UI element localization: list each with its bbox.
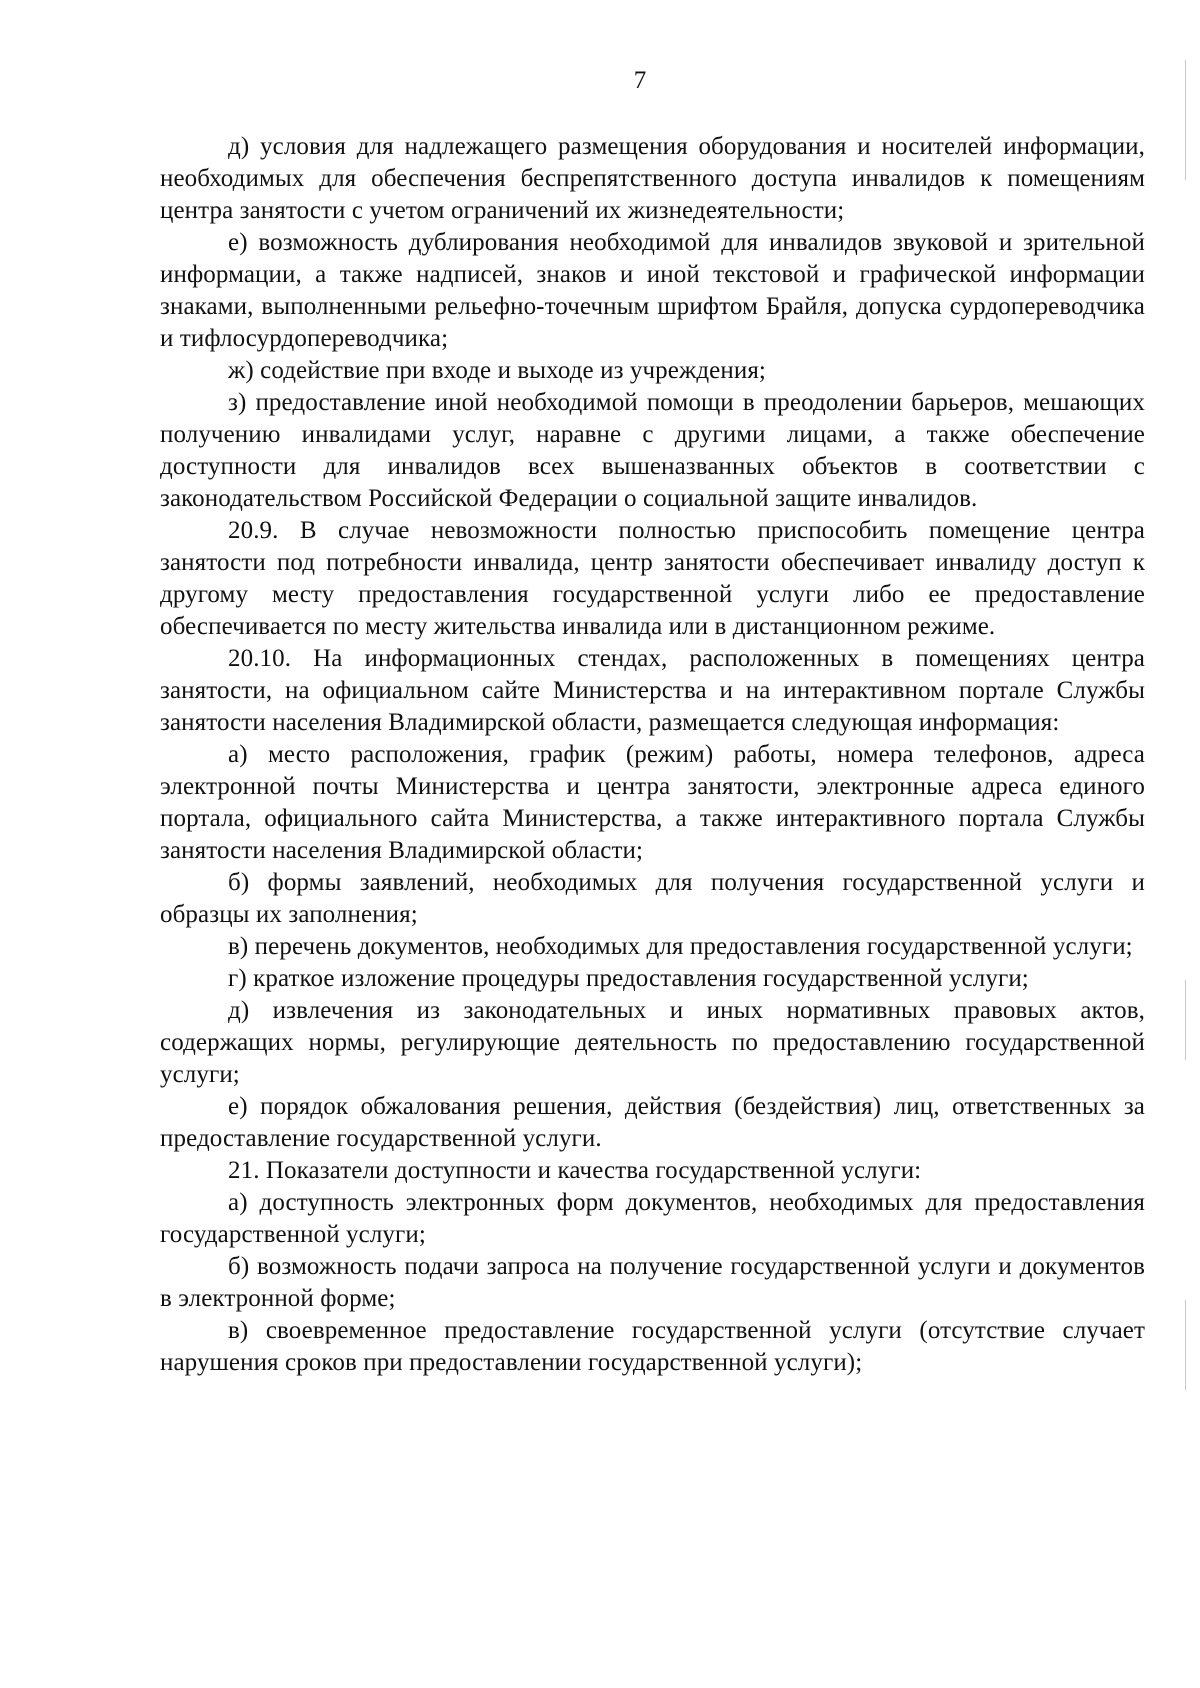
paragraph-z-other-help: з) предоставление иной необходимой помощи в преодолении барьеров, мешающих получению инвалидами услуг, наравне с другими лицами, а также обеспечение доступности для инвалидов всех вышеназванных объектов в соответствии с законодательством Российской Федерации о социальной защите инвалидов. xyxy=(160,389,1145,512)
paragraph-e-appeal: е) порядок обжалования решения, действия (бездействия) лиц, ответственных за предоставление государственной услуги. xyxy=(160,1093,1145,1152)
paragraph-21-indicators: 21. Показатели доступности и качества государственной услуги: xyxy=(228,1157,922,1184)
paragraph-d-extracts: д) извлечения из законодательных и иных нормативных правовых актов, содержащих нормы, регулирующие деятельность по предоставлению государственной услуги; xyxy=(160,997,1145,1088)
paragraph-zh-assistance: ж) содействие при входе и выходе из учреждения; xyxy=(228,357,766,384)
paragraph-20-9: 20.9. В случае невозможности полностью приспособить помещение центра занятости под потребности инвалида, центр занятости обеспечивает инвалиду доступ к другому месту предоставления государственной услуги либо ее предоставление обеспечивается по месту жительства инвалида или в дистанционном режиме. xyxy=(160,517,1145,640)
paragraph-a-availability: а) доступность электронных форм документов, необходимых для предоставления государственной услуги; xyxy=(160,1189,1145,1248)
paragraph-v-documents-list: в) перечень документов, необходимых для предоставления государственной услуги; xyxy=(228,933,1133,960)
paragraph-b-electronic-request: б) возможность подачи запроса на получение государственной услуги и документов в электронной форме; xyxy=(160,1253,1145,1312)
paragraph-b-forms: б) формы заявлений, необходимых для получения государственной услуги и образцы их заполнения; xyxy=(160,869,1145,928)
document-body xyxy=(160,131,1145,1379)
paragraph-d-conditions: д) условия для надлежащего размещения оборудования и носителей информации, необходимых для обеспечения беспрепятственного доступа инвалидов к помещениям центра занятости с учетом ограничений их жизнедеятельности; xyxy=(160,133,1145,224)
scan-edge-line xyxy=(1185,60,1186,180)
scan-edge-line xyxy=(1185,1300,1186,1390)
paragraph-20-10: 20.10. На информационных стендах, расположенных в помещениях центра занятости, на официальном сайте Министерства и на интерактивном портале Службы занятости населения Владимирской области, размещается следующая информация: xyxy=(160,645,1145,736)
paragraph-v-timeliness: в) своевременное предоставление государственной услуги (отсутствие случает нарушения сроков при предоставлении государственной услуги); xyxy=(160,1317,1145,1376)
paragraph-e-duplication: е) возможность дублирования необходимой для инвалидов звуковой и зрительной информации, а также надписей, знаков и иной текстовой и графической информации знаками, выполненными рельефно-точечным шрифтом Брайля, допуска сурдопереводчика и тифлосурдопереводчика; xyxy=(160,229,1145,352)
paragraph-a-location: а) место расположения, график (режим) работы, номера телефонов, адреса электронной почты Министерства и центра занятости, электронные адреса единого портала, официального сайта Министерства, а также интерактивного портала Службы занятости населения Владимирской области; xyxy=(160,741,1145,864)
scan-edge-line xyxy=(1185,980,1186,1060)
page-number: 7 xyxy=(633,67,647,94)
paragraph-g-procedure: г) краткое изложение процедуры предоставления государственной услуги; xyxy=(228,965,1029,992)
